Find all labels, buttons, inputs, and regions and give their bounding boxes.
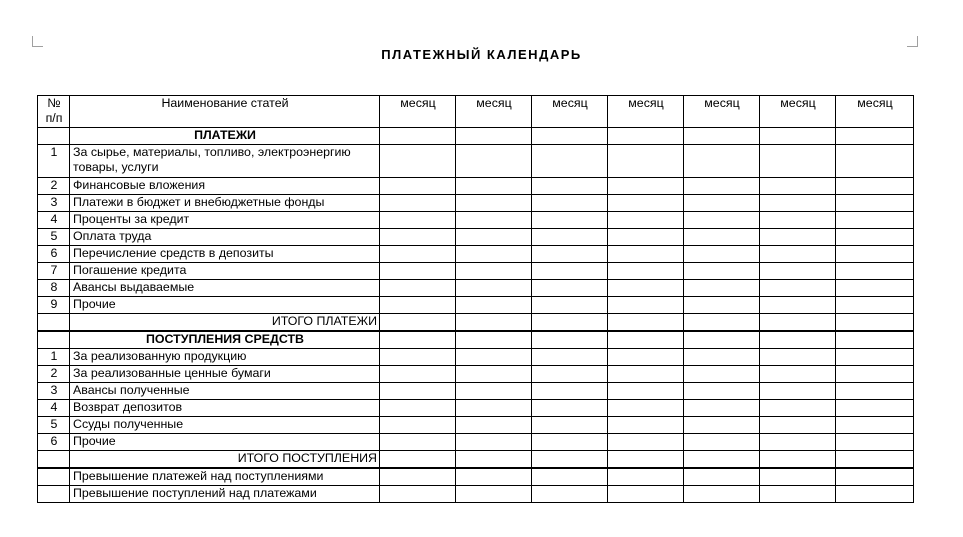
month-value-cell[interactable] [684,486,760,503]
row-number: 8 [38,280,70,297]
month-value-cell[interactable] [836,451,914,469]
page-corner-mark-right [907,36,918,47]
table-row [38,263,914,280]
month-value-cell[interactable] [456,178,532,195]
month-value-cell[interactable] [608,451,684,469]
month-value-cell[interactable] [760,417,836,434]
row-number: 6 [38,434,70,451]
month-value-cell[interactable] [608,314,684,332]
month-value-cell[interactable] [760,314,836,332]
month-value-cell[interactable] [836,366,914,383]
table-row [38,400,914,417]
month-value-cell[interactable] [760,229,836,246]
month-value-cell[interactable] [380,468,456,486]
month-value-cell[interactable] [760,468,836,486]
header-month-cell: месяц [760,96,836,128]
month-value-cell[interactable] [760,246,836,263]
month-value-cell[interactable] [532,366,608,383]
month-value-cell[interactable] [456,297,532,314]
month-value-cell[interactable] [608,212,684,229]
month-value-cell[interactable] [608,486,684,503]
header-name-cell: Наименование статей [70,96,380,128]
month-value-cell[interactable] [836,400,914,417]
month-value-cell[interactable] [608,417,684,434]
month-value-cell[interactable] [608,331,684,349]
month-value-cell[interactable] [380,451,456,469]
table-row [38,417,914,434]
row-label: Прочие [70,434,380,451]
header-row [38,96,914,128]
row-number: 9 [38,297,70,314]
month-value-cell[interactable] [836,195,914,212]
month-value-cell[interactable] [684,145,760,178]
section-num-cell [38,331,70,349]
month-value-cell[interactable] [836,280,914,297]
month-value-cell[interactable] [836,349,914,366]
summary-label: Превышение поступлений над платежами [70,486,380,503]
table-row [38,229,914,246]
month-value-cell[interactable] [380,434,456,451]
month-value-cell[interactable] [380,246,456,263]
month-value-cell[interactable] [456,314,532,332]
row-number: 3 [38,195,70,212]
month-value-cell[interactable] [532,263,608,280]
month-value-cell[interactable] [532,280,608,297]
header-num-cell: № п/п [38,96,70,128]
table-row [38,383,914,400]
month-value-cell[interactable] [456,128,532,145]
month-value-cell[interactable] [456,195,532,212]
table-row [38,349,914,366]
month-value-cell[interactable] [760,366,836,383]
month-value-cell[interactable] [532,434,608,451]
month-value-cell[interactable] [684,400,760,417]
row-number: 4 [38,212,70,229]
row-label: Платежи в бюджет и внебюджетные фонды [70,195,380,212]
month-value-cell[interactable] [608,366,684,383]
month-value-cell[interactable] [532,451,608,469]
summary-row [38,486,914,503]
month-value-cell[interactable] [608,434,684,451]
row-label: За реализованные ценные бумаги [70,366,380,383]
month-value-cell[interactable] [608,383,684,400]
month-value-cell[interactable] [684,297,760,314]
summary-num-cell [38,468,70,486]
section-title-payments: ПЛАТЕЖИ [70,128,380,145]
month-value-cell[interactable] [760,451,836,469]
month-value-cell[interactable] [760,280,836,297]
month-value-cell[interactable] [456,246,532,263]
month-value-cell[interactable] [684,366,760,383]
month-value-cell[interactable] [836,145,914,178]
month-value-cell[interactable] [684,195,760,212]
month-value-cell[interactable] [684,451,760,469]
table-row [38,145,914,178]
month-value-cell[interactable] [608,280,684,297]
row-number: 1 [38,145,70,178]
row-number: 2 [38,366,70,383]
table-row [38,212,914,229]
month-value-cell[interactable] [380,417,456,434]
month-value-cell[interactable] [836,178,914,195]
month-value-cell[interactable] [456,229,532,246]
month-value-cell[interactable] [760,263,836,280]
month-value-cell[interactable] [608,145,684,178]
month-value-cell[interactable] [760,434,836,451]
month-value-cell[interactable] [380,331,456,349]
table-row [38,246,914,263]
month-value-cell[interactable] [684,349,760,366]
row-number: 3 [38,383,70,400]
total-row-payments [38,314,914,332]
month-value-cell[interactable] [532,400,608,417]
month-value-cell[interactable] [684,263,760,280]
total-label-receipts: ИТОГО ПОСТУПЛЕНИЯ [70,451,380,469]
month-value-cell[interactable] [608,400,684,417]
month-value-cell[interactable] [684,383,760,400]
section-row-payments [38,128,914,145]
month-value-cell[interactable] [380,263,456,280]
month-value-cell[interactable] [608,178,684,195]
table-row [38,434,914,451]
row-label: Авансы полученные [70,383,380,400]
month-value-cell[interactable] [456,331,532,349]
month-value-cell[interactable] [836,417,914,434]
month-value-cell[interactable] [532,331,608,349]
month-value-cell[interactable] [456,451,532,469]
month-value-cell[interactable] [684,468,760,486]
month-value-cell[interactable] [608,229,684,246]
month-value-cell[interactable] [456,145,532,178]
month-value-cell[interactable] [456,434,532,451]
month-value-cell[interactable] [380,229,456,246]
month-value-cell[interactable] [456,366,532,383]
month-value-cell[interactable] [684,314,760,332]
month-value-cell[interactable] [380,400,456,417]
row-number: 5 [38,229,70,246]
month-value-cell[interactable] [760,212,836,229]
month-value-cell[interactable] [456,383,532,400]
month-value-cell[interactable] [836,128,914,145]
month-value-cell[interactable] [456,212,532,229]
summary-num-cell [38,486,70,503]
month-value-cell[interactable] [380,314,456,332]
month-value-cell[interactable] [532,229,608,246]
header-month-cell: месяц [532,96,608,128]
header-month-cell: месяц [684,96,760,128]
row-label: Оплата труда [70,229,380,246]
month-value-cell[interactable] [456,349,532,366]
month-value-cell[interactable] [760,297,836,314]
row-number: 6 [38,246,70,263]
header-month-cell: месяц [456,96,532,128]
month-value-cell[interactable] [380,195,456,212]
month-value-cell[interactable] [608,246,684,263]
month-value-cell[interactable] [836,297,914,314]
summary-label: Превышение платежей над поступлениями [70,468,380,486]
month-value-cell[interactable] [380,128,456,145]
table-row [38,366,914,383]
month-value-cell[interactable] [836,246,914,263]
month-value-cell[interactable] [760,400,836,417]
month-value-cell[interactable] [836,434,914,451]
month-value-cell[interactable] [608,128,684,145]
month-value-cell[interactable] [380,349,456,366]
month-value-cell[interactable] [684,178,760,195]
month-value-cell[interactable] [760,195,836,212]
month-value-cell[interactable] [380,366,456,383]
table-row [38,195,914,212]
row-label: Авансы выдаваемые [70,280,380,297]
month-value-cell[interactable] [684,434,760,451]
month-value-cell[interactable] [532,383,608,400]
month-value-cell[interactable] [684,229,760,246]
page-corner-mark-left [32,36,43,47]
total-num-cell [38,451,70,469]
section-title-receipts: ПОСТУПЛЕНИЯ СРЕДСТВ [70,331,380,349]
month-value-cell[interactable] [684,280,760,297]
table-row [38,178,914,195]
table-row [38,297,914,314]
month-value-cell[interactable] [532,417,608,434]
table-row [38,280,914,297]
header-month-cell: месяц [608,96,684,128]
month-value-cell[interactable] [532,468,608,486]
row-number: 4 [38,400,70,417]
month-value-cell[interactable] [456,400,532,417]
month-value-cell[interactable] [684,212,760,229]
month-value-cell[interactable] [836,331,914,349]
header-month-cell: месяц [380,96,456,128]
month-value-cell[interactable] [836,212,914,229]
month-value-cell[interactable] [836,468,914,486]
month-value-cell[interactable] [836,229,914,246]
row-number: 2 [38,178,70,195]
document-title: ПЛАТЕЖНЫЙ КАЛЕНДАРЬ [381,47,582,62]
month-value-cell[interactable] [456,417,532,434]
month-value-cell[interactable] [684,246,760,263]
month-value-cell[interactable] [532,314,608,332]
month-value-cell[interactable] [380,297,456,314]
month-value-cell[interactable] [684,417,760,434]
month-value-cell[interactable] [456,486,532,503]
month-value-cell[interactable] [608,349,684,366]
row-label: Перечисление средств в депозиты [70,246,380,263]
summary-row [38,468,914,486]
month-value-cell[interactable] [380,178,456,195]
month-value-cell[interactable] [380,145,456,178]
month-value-cell[interactable] [380,486,456,503]
row-label: Возврат депозитов [70,400,380,417]
month-value-cell[interactable] [836,486,914,503]
month-value-cell[interactable] [760,145,836,178]
row-label: Прочие [70,297,380,314]
month-value-cell[interactable] [456,468,532,486]
month-value-cell[interactable] [532,178,608,195]
section-row-receipts [38,331,914,349]
month-value-cell[interactable] [760,128,836,145]
month-value-cell[interactable] [608,195,684,212]
total-label-payments: ИТОГО ПЛАТЕЖИ [70,314,380,332]
month-value-cell[interactable] [836,314,914,332]
section-num-cell [38,128,70,145]
month-value-cell[interactable] [760,331,836,349]
month-value-cell[interactable] [684,128,760,145]
month-value-cell[interactable] [760,486,836,503]
month-value-cell[interactable] [380,280,456,297]
month-value-cell[interactable] [380,383,456,400]
month-value-cell[interactable] [532,297,608,314]
row-label: Проценты за кредит [70,212,380,229]
month-value-cell[interactable] [760,383,836,400]
row-number: 7 [38,263,70,280]
month-value-cell[interactable] [532,486,608,503]
month-value-cell[interactable] [456,263,532,280]
month-value-cell[interactable] [836,263,914,280]
row-label: Погашение кредита [70,263,380,280]
row-label: Финансовые вложения [70,178,380,195]
row-label: Ссуды полученные [70,417,380,434]
row-label: За реализованную продукцию [70,349,380,366]
month-value-cell[interactable] [836,383,914,400]
month-value-cell[interactable] [684,331,760,349]
month-value-cell[interactable] [532,349,608,366]
month-value-cell[interactable] [532,212,608,229]
month-value-cell[interactable] [532,145,608,178]
payment-calendar-table [37,95,914,503]
month-value-cell[interactable] [760,349,836,366]
total-row-receipts [38,451,914,469]
row-number: 1 [38,349,70,366]
month-value-cell[interactable] [532,128,608,145]
month-value-cell[interactable] [380,212,456,229]
month-value-cell[interactable] [608,297,684,314]
row-number: 5 [38,417,70,434]
total-num-cell [38,314,70,332]
month-value-cell[interactable] [532,195,608,212]
header-month-cell: месяц [836,96,914,128]
month-value-cell[interactable] [608,263,684,280]
month-value-cell[interactable] [760,178,836,195]
month-value-cell[interactable] [608,468,684,486]
month-value-cell[interactable] [532,246,608,263]
row-label: За сырье, материалы, топливо, электроэнергию товары, услуги [70,145,380,178]
month-value-cell[interactable] [456,280,532,297]
